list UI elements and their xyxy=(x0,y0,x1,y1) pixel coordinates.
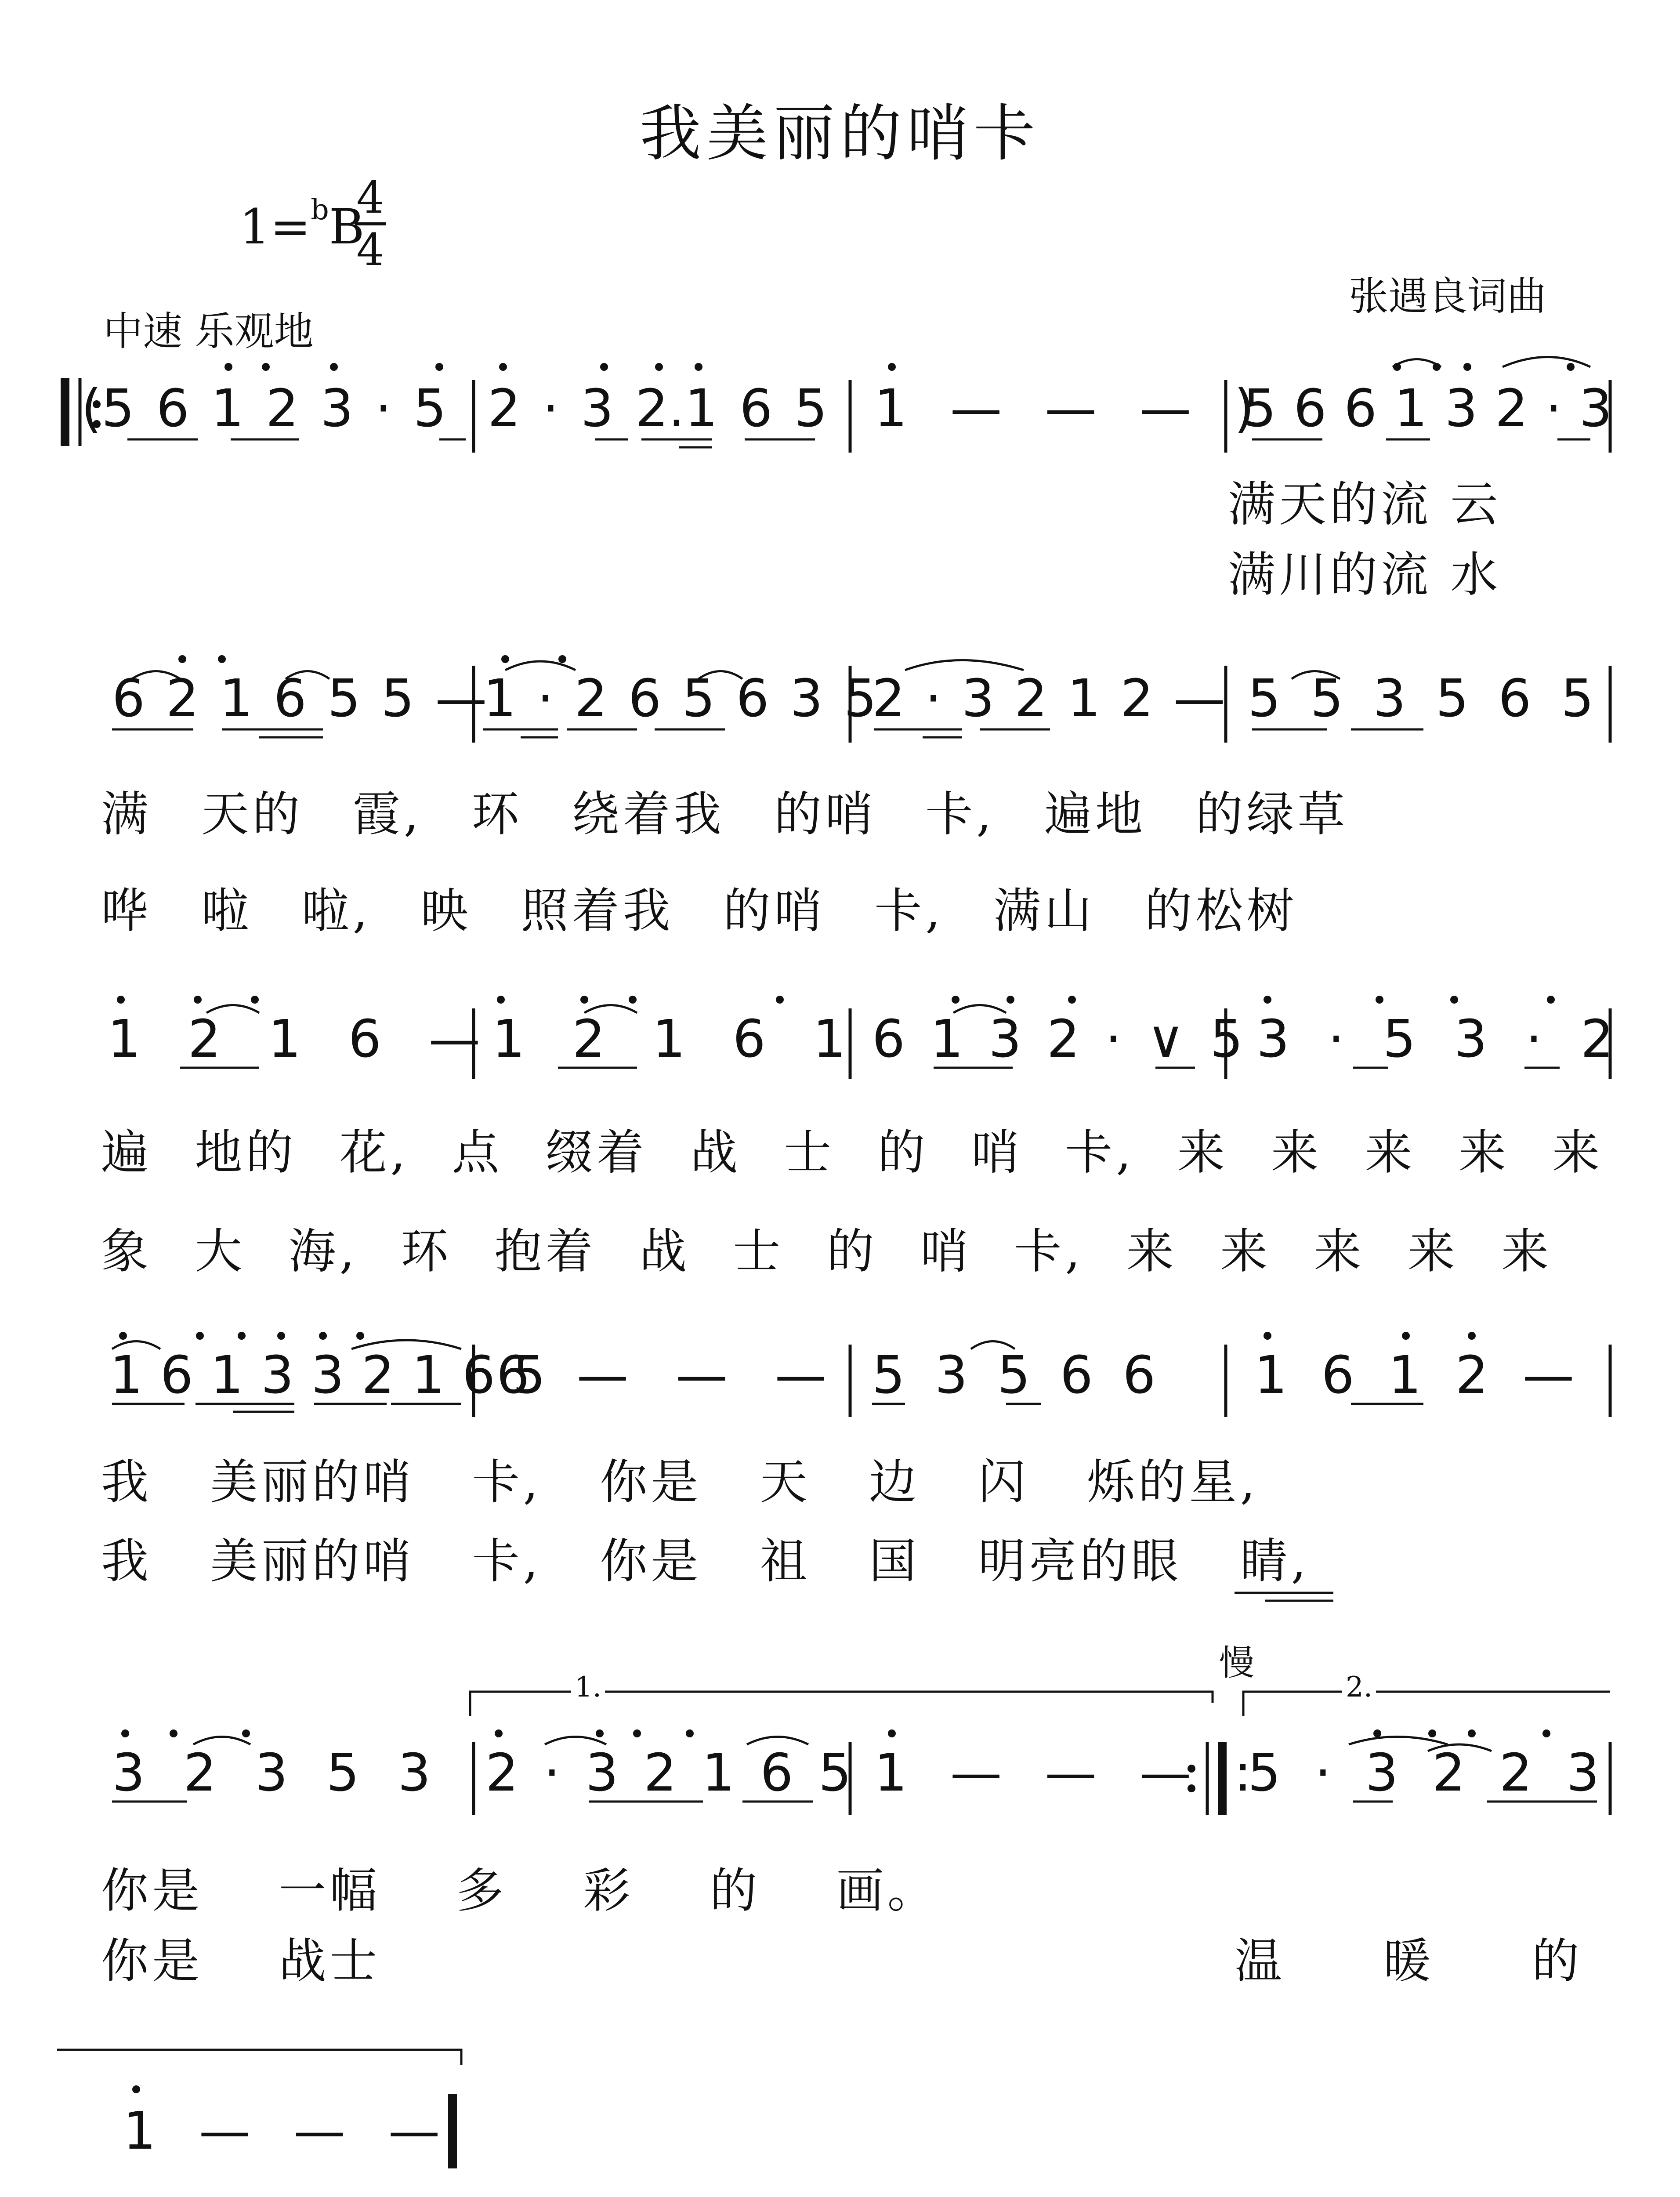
measure-notes: 1 2 1 6 — xyxy=(108,1008,481,1069)
lyric-line: 你是 战士 xyxy=(101,1934,381,1989)
octave-dot xyxy=(330,363,338,371)
song-title: 我美丽的哨卡 xyxy=(639,98,1040,170)
measure-notes: 3 · 5 3 · 2 xyxy=(1256,1008,1614,1069)
measure-notes: 1 — — — xyxy=(123,2100,440,2161)
lyric-line: 满 天的 霞, 环 绕着我 的哨 卡, 遍地 的绿草 xyxy=(101,787,1349,842)
octave-dot xyxy=(194,996,202,1004)
measure-notes: (5 6 1 2 3 · 5 xyxy=(81,378,447,439)
measure-notes: 1 — — — : xyxy=(874,1742,1252,1803)
measure-notes: 6 — — — xyxy=(496,1345,827,1405)
lyric-line: 你是 一幅 多 彩 的 画。 xyxy=(101,1863,938,1918)
octave-dot xyxy=(629,996,637,1004)
octave-dot xyxy=(1068,996,1076,1004)
octave-dot xyxy=(224,363,232,371)
octave-dot xyxy=(1373,1729,1381,1737)
lyric-line: 我 美丽的哨 卡, 你是 天 边 闪 烁的星, xyxy=(101,1455,1259,1510)
octave-dot xyxy=(1468,1729,1476,1737)
octave-dot xyxy=(218,655,226,663)
octave-dot xyxy=(1468,1332,1476,1340)
lyric-line: 象 大 海, 环 抱着 战 士 的 哨 卡, 来 来 来 来 来 xyxy=(101,1224,1553,1279)
octave-dot xyxy=(117,996,125,1004)
time-signature-numerator: 4 xyxy=(355,176,386,225)
octave-dot xyxy=(888,1729,896,1737)
key-note: B xyxy=(329,199,365,255)
octave-dot xyxy=(1542,1729,1550,1737)
octave-dot xyxy=(178,655,186,663)
octave-dot xyxy=(1376,996,1383,1004)
measure-notes: 2 · 3 2.1 6 5 xyxy=(488,378,828,439)
octave-dot xyxy=(1463,363,1471,371)
octave-dot xyxy=(435,363,443,371)
octave-dot xyxy=(132,2085,140,2093)
octave-dot xyxy=(277,1332,285,1340)
lyric-line: 哗 啦 啦, 映 照着我 的哨 卡, 满山 的松树 xyxy=(101,884,1298,939)
measure-notes: 1 · 2 6 5 6 3 5 xyxy=(483,668,877,729)
octave-dot xyxy=(356,1332,364,1340)
octave-dot xyxy=(600,363,608,371)
octave-dot xyxy=(121,1729,129,1737)
octave-dot xyxy=(655,363,663,371)
octave-dot xyxy=(1547,996,1555,1004)
slur xyxy=(1503,357,1590,367)
octave-dot xyxy=(501,655,509,663)
octave-dot xyxy=(495,1729,503,1737)
octave-dot xyxy=(695,363,702,371)
measure-notes: 1 6 1 2 — xyxy=(1254,1345,1575,1405)
tempo-marking: 中速 乐观地 xyxy=(103,308,314,355)
octave-dot xyxy=(888,363,896,371)
measure-notes: 1 2 1 6 1 xyxy=(492,1008,846,1069)
lyric-line: 遍 地的 花, 点 缀着 战 士 的 哨 卡, 来 来 来 来 来 xyxy=(101,1125,1604,1180)
lyric-line: 满川的流 水 xyxy=(1228,547,1502,602)
octave-dot xyxy=(497,996,505,1004)
octave-dot xyxy=(686,1729,694,1737)
key-prefix: 1= xyxy=(239,199,311,255)
lyric-line: 我 美丽的哨 卡, 你是 祖 国 明亮的眼 睛, xyxy=(101,1534,1310,1589)
measure-notes: 2 · 3 2 1 2 — xyxy=(872,668,1225,729)
lyric-line: 满天的流 云 xyxy=(1228,477,1502,532)
octave-dot xyxy=(499,363,507,371)
measure-notes: 5 · 3 2 2 3 xyxy=(1248,1742,1600,1803)
octave-dot xyxy=(1428,1729,1436,1737)
octave-dot xyxy=(251,996,259,1004)
lyric-line: 温 暖 的 xyxy=(1235,1934,1583,1989)
measure-notes: 6 2 1 6 5 5 — xyxy=(112,668,487,729)
measure-notes: 5 6 6 1 3 2 · 3 xyxy=(1243,378,1612,439)
octave-dot xyxy=(580,996,588,1004)
octave-dot xyxy=(596,1729,604,1737)
composer-credit: 张遇良词曲 xyxy=(1349,273,1546,319)
first-ending-label: 1. xyxy=(571,1673,605,1701)
measure-notes: 2 · 3 2 1 6 5 xyxy=(485,1742,852,1803)
octave-dot xyxy=(558,655,566,663)
second-ending-label: 2. xyxy=(1342,1673,1376,1701)
octave-dot xyxy=(1264,996,1271,1004)
octave-dot xyxy=(119,1332,127,1340)
octave-dot xyxy=(1450,996,1458,1004)
measure-notes: 1 — — — ) xyxy=(874,378,1255,439)
measure-notes: 5 3 5 6 6 xyxy=(872,1345,1156,1405)
octave-dot xyxy=(1567,363,1575,371)
octave-dot xyxy=(776,996,784,1004)
octave-dot xyxy=(170,1729,177,1737)
octave-dot xyxy=(633,1729,641,1737)
octave-dot xyxy=(1007,996,1014,1004)
second-ending-bracket xyxy=(1243,1692,1610,1716)
octave-dot xyxy=(1402,1332,1410,1340)
octave-dot xyxy=(262,363,270,371)
measure-notes: 5 5 3 5 6 5 xyxy=(1248,668,1594,729)
octave-dot xyxy=(242,1729,250,1737)
octave-dot xyxy=(196,1332,204,1340)
octave-dot xyxy=(1393,363,1401,371)
octave-dot xyxy=(1264,1332,1271,1340)
underlines xyxy=(112,439,1600,1803)
octave-dot xyxy=(952,996,959,1004)
key-flat: b xyxy=(311,193,329,226)
octave-dot xyxy=(238,1332,246,1340)
measure-notes: 6 1 3 2 · ∨ 5 xyxy=(872,1008,1243,1069)
time-signature-denominator: 4 xyxy=(356,224,384,276)
octave-dot xyxy=(319,1332,327,1340)
measure-notes: 3 2 3 5 3 xyxy=(112,1742,431,1803)
second-ending-continuation xyxy=(57,2050,461,2065)
measure-notes: 1 6 1 3 3 2 1 6 5 xyxy=(110,1345,546,1405)
slow-tempo-mark: 慢 xyxy=(1219,1642,1254,1683)
octave-dot xyxy=(1433,363,1441,371)
